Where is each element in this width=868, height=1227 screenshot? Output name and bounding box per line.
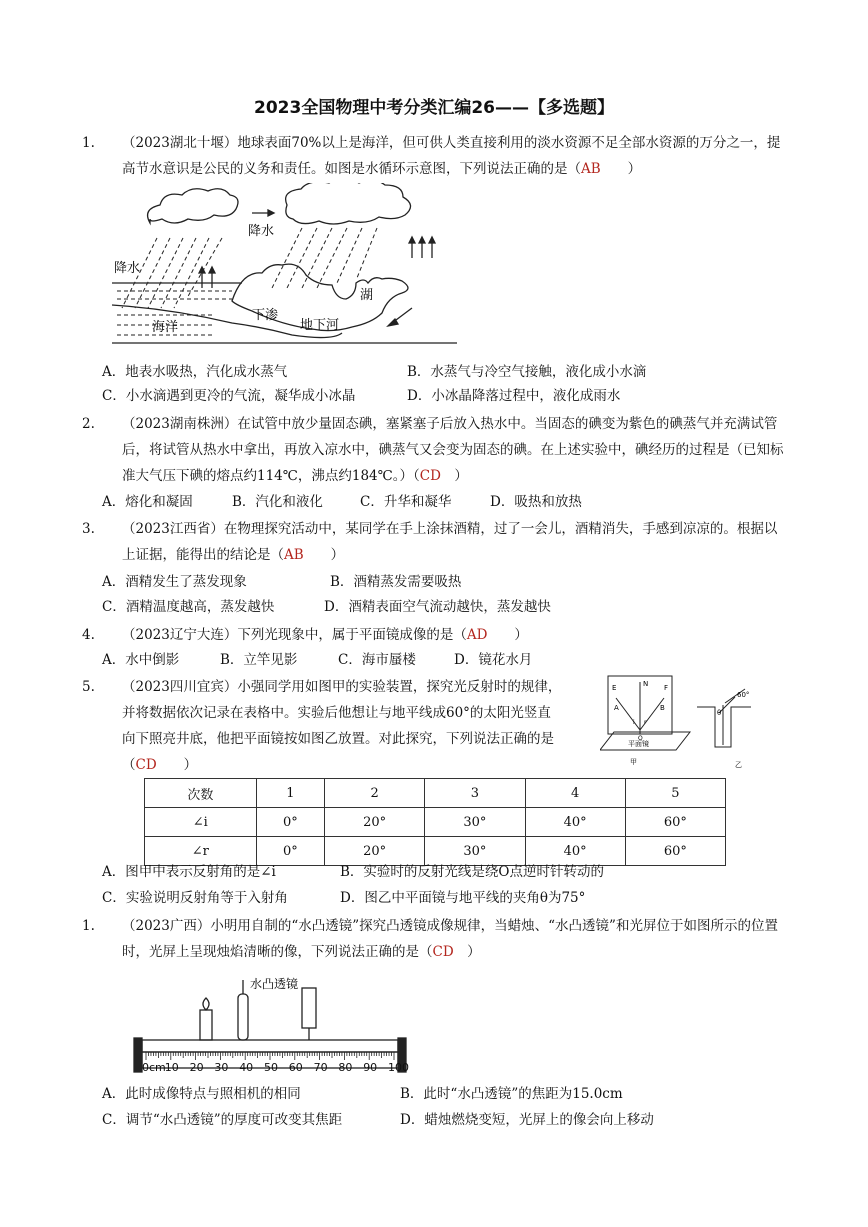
table-cell: 0° xyxy=(256,808,324,837)
option-b[interactable]: B．实验时的反射光线是绕O点逆时针转动的 xyxy=(340,864,604,880)
option-a[interactable]: A．酒精发生了蒸发现象 xyxy=(102,574,247,590)
question-text-end: ） xyxy=(487,627,528,643)
question-5 xyxy=(82,674,564,778)
option-c[interactable]: C．海市蜃楼 xyxy=(338,652,416,668)
option-a[interactable]: A．此时成像特点与照相机的相同 xyxy=(102,1086,301,1102)
option-d[interactable]: D．镜花水月 xyxy=(454,652,533,668)
table-cell: 次数 xyxy=(145,779,257,808)
scale-label: 90 xyxy=(363,1061,378,1074)
question-6 xyxy=(82,913,790,965)
table-cell: 2 xyxy=(325,779,425,808)
scale-label: 40 xyxy=(239,1061,254,1074)
option-b[interactable]: B．水蒸气与冷空气接触，液化成小水滴 xyxy=(407,364,647,380)
question-2 xyxy=(82,411,790,489)
question-text: （2023湖南株洲）在试管中放少量固态碘，塞紧塞子后放入热水中。当固态的碘变为紫色的碘蒸气并充满试管后，将试管从热水中拿出，再放入凉水中，碘蒸气又会变为固态的碘。在上述实验中，碘经历的过程是（已知标准大气压下碘的熔点约114℃，沸点约184℃。）（ xyxy=(122,416,784,484)
water-cycle-figure xyxy=(112,183,457,355)
table-cell: 1 xyxy=(256,779,324,808)
table-cell: 0° xyxy=(256,837,324,866)
data-table xyxy=(144,778,726,866)
ocean-label: 海洋 xyxy=(152,320,179,335)
question-text-end: ） xyxy=(440,468,468,484)
option-a[interactable]: A．图甲中表示反射角的是∠i xyxy=(102,864,276,880)
table-cell: 3 xyxy=(425,779,525,808)
option-c[interactable]: C．小水滴遇到更冷的气流，凝华成小冰晶 xyxy=(102,388,356,404)
mirror-label: 平面镜 xyxy=(628,740,649,748)
table-cell: 4 xyxy=(525,779,625,808)
option-c[interactable]: C．酒精温度越高，蒸发越快 xyxy=(102,599,275,615)
scale-label: 60 xyxy=(288,1061,303,1074)
table-cell: 60° xyxy=(625,808,725,837)
table-cell: ∠r xyxy=(145,837,257,866)
question-text-end: ） xyxy=(156,757,198,773)
lens-label: 水凸透镜 xyxy=(250,977,299,991)
rain-label-right: 降水 xyxy=(248,224,275,239)
answer: CD xyxy=(135,757,157,773)
page-title: 2023全国物理中考分类汇编26——【多选题】 xyxy=(254,98,614,118)
reflection-figure-jia xyxy=(600,668,700,768)
label-r: r xyxy=(644,719,647,726)
theta-label: θ xyxy=(717,709,722,717)
seep-label: 下渗 xyxy=(252,308,279,323)
angle-60-label: 60° xyxy=(737,691,750,699)
table-cell: ∠i xyxy=(145,808,257,837)
option-d[interactable]: D．酒精表面空气流动越快，蒸发越快 xyxy=(324,599,551,615)
scale-label: 100 xyxy=(388,1061,409,1074)
label-b: B xyxy=(660,704,665,712)
question-1 xyxy=(82,130,790,182)
label-i: i xyxy=(633,719,635,726)
question-text-end: ） xyxy=(453,944,481,960)
scale-label: 0cm xyxy=(142,1061,166,1074)
reflection-figure-yi xyxy=(695,685,765,770)
question-text: （2023湖北十堰）地球表面70%以上是海洋，但可供人类直接利用的淡水资源不足全部水资源的万分之一，提高节水意识是公民的义务和责任。如图是水循环示意图，下列说法正确的是（ xyxy=(122,135,781,177)
scale-label: 80 xyxy=(338,1061,353,1074)
question-number: 4. xyxy=(82,627,95,643)
answer: AB xyxy=(284,547,304,563)
answer: CD xyxy=(419,468,441,484)
question-text: （2023四川宜宾）小强同学用如图甲的实验装置，探究光反射时的规律，并将数据依次记录在表格中。实验后他想让与地平线成60°的太阳光竖直向下照亮井底，他把平面镜按如图乙放置。对此探究，下列说法正确的是（ xyxy=(122,679,562,773)
option-d[interactable]: D．蜡烛燃烧变短，光屏上的像会向上移动 xyxy=(400,1112,654,1128)
table-row xyxy=(145,779,726,808)
option-d[interactable]: D．吸热和放热 xyxy=(490,494,582,510)
scale-label: 30 xyxy=(214,1061,229,1074)
option-a[interactable]: A．地表水吸热，汽化成水蒸气 xyxy=(102,364,288,380)
label-yi: 乙 xyxy=(735,761,742,769)
scale-label: 10 xyxy=(164,1061,179,1074)
option-c[interactable]: C．调节“水凸透镜”的厚度可改变其焦距 xyxy=(102,1112,343,1128)
question-text: （2023辽宁大连）下列光现象中，属于平面镜成像的是（ xyxy=(122,627,467,643)
question-number: 1. xyxy=(82,135,95,151)
question-text-end: ） xyxy=(303,547,345,563)
table-cell: 5 xyxy=(625,779,725,808)
question-4 xyxy=(82,622,790,648)
option-c[interactable]: C．升华和凝华 xyxy=(360,494,452,510)
lake-label: 湖 xyxy=(360,288,374,303)
table-cell: 20° xyxy=(325,808,425,837)
option-b[interactable]: B．立竿见影 xyxy=(220,652,298,668)
option-b[interactable]: B．此时“水凸透镜”的焦距为15.0cm xyxy=(400,1086,623,1102)
answer: AB xyxy=(581,161,601,177)
question-3 xyxy=(82,516,790,568)
question-number: 2. xyxy=(82,416,95,432)
label-a: A xyxy=(614,704,619,712)
answer: AD xyxy=(466,627,488,643)
option-b[interactable]: B．汽化和液化 xyxy=(232,494,323,510)
question-text: （2023广西）小明用自制的“水凸透镜”探究凸透镜成像规律，当蜡烛、“水凸透镜”和光屏位于如图所示的位置时，光屏上呈现烛焰清晰的像，下列说法正确的是（ xyxy=(122,918,778,960)
scale-label: 70 xyxy=(313,1061,328,1074)
rain-label-left: 降水 xyxy=(114,261,141,276)
label-e: E xyxy=(612,684,617,692)
question-text-end: ） xyxy=(600,161,642,177)
table-cell: 40° xyxy=(525,808,625,837)
table-row xyxy=(145,808,726,837)
table-cell: 60° xyxy=(625,837,725,866)
scale-label: 20 xyxy=(189,1061,204,1074)
table-cell: 30° xyxy=(425,837,525,866)
table-cell: 30° xyxy=(425,808,525,837)
label-o: O xyxy=(638,735,643,742)
option-b[interactable]: B．酒精蒸发需要吸热 xyxy=(330,574,462,590)
underground-river-label: 地下河 xyxy=(300,318,340,333)
answer: CD xyxy=(432,944,454,960)
question-number: 5. xyxy=(82,679,95,695)
option-d[interactable]: D．小冰晶降落过程中，液化成雨水 xyxy=(407,388,621,404)
scale-label: 50 xyxy=(264,1061,278,1074)
option-c[interactable]: C．实验说明反射角等于入射角 xyxy=(102,890,288,906)
table-cell: 20° xyxy=(325,837,425,866)
label-f: F xyxy=(664,684,669,692)
question-text: （2023江西省）在物理探究活动中，某同学在手上涂抹酒精，过了一会儿，酒精消失，手感到凉凉的。根据以上证据，能得出的结论是（ xyxy=(122,521,778,563)
option-d[interactable]: D．图乙中平面镜与地平线的夹角θ为75° xyxy=(340,890,586,906)
label-n: N xyxy=(643,680,649,688)
table-cell: 40° xyxy=(525,837,625,866)
option-a[interactable]: A．水中倒影 xyxy=(102,652,180,668)
question-number: 3. xyxy=(82,521,95,537)
label-jia: 甲 xyxy=(630,758,637,766)
question-number: 1. xyxy=(82,918,95,934)
lens-bench-figure xyxy=(130,972,415,1077)
option-a[interactable]: A．熔化和凝固 xyxy=(102,494,193,510)
